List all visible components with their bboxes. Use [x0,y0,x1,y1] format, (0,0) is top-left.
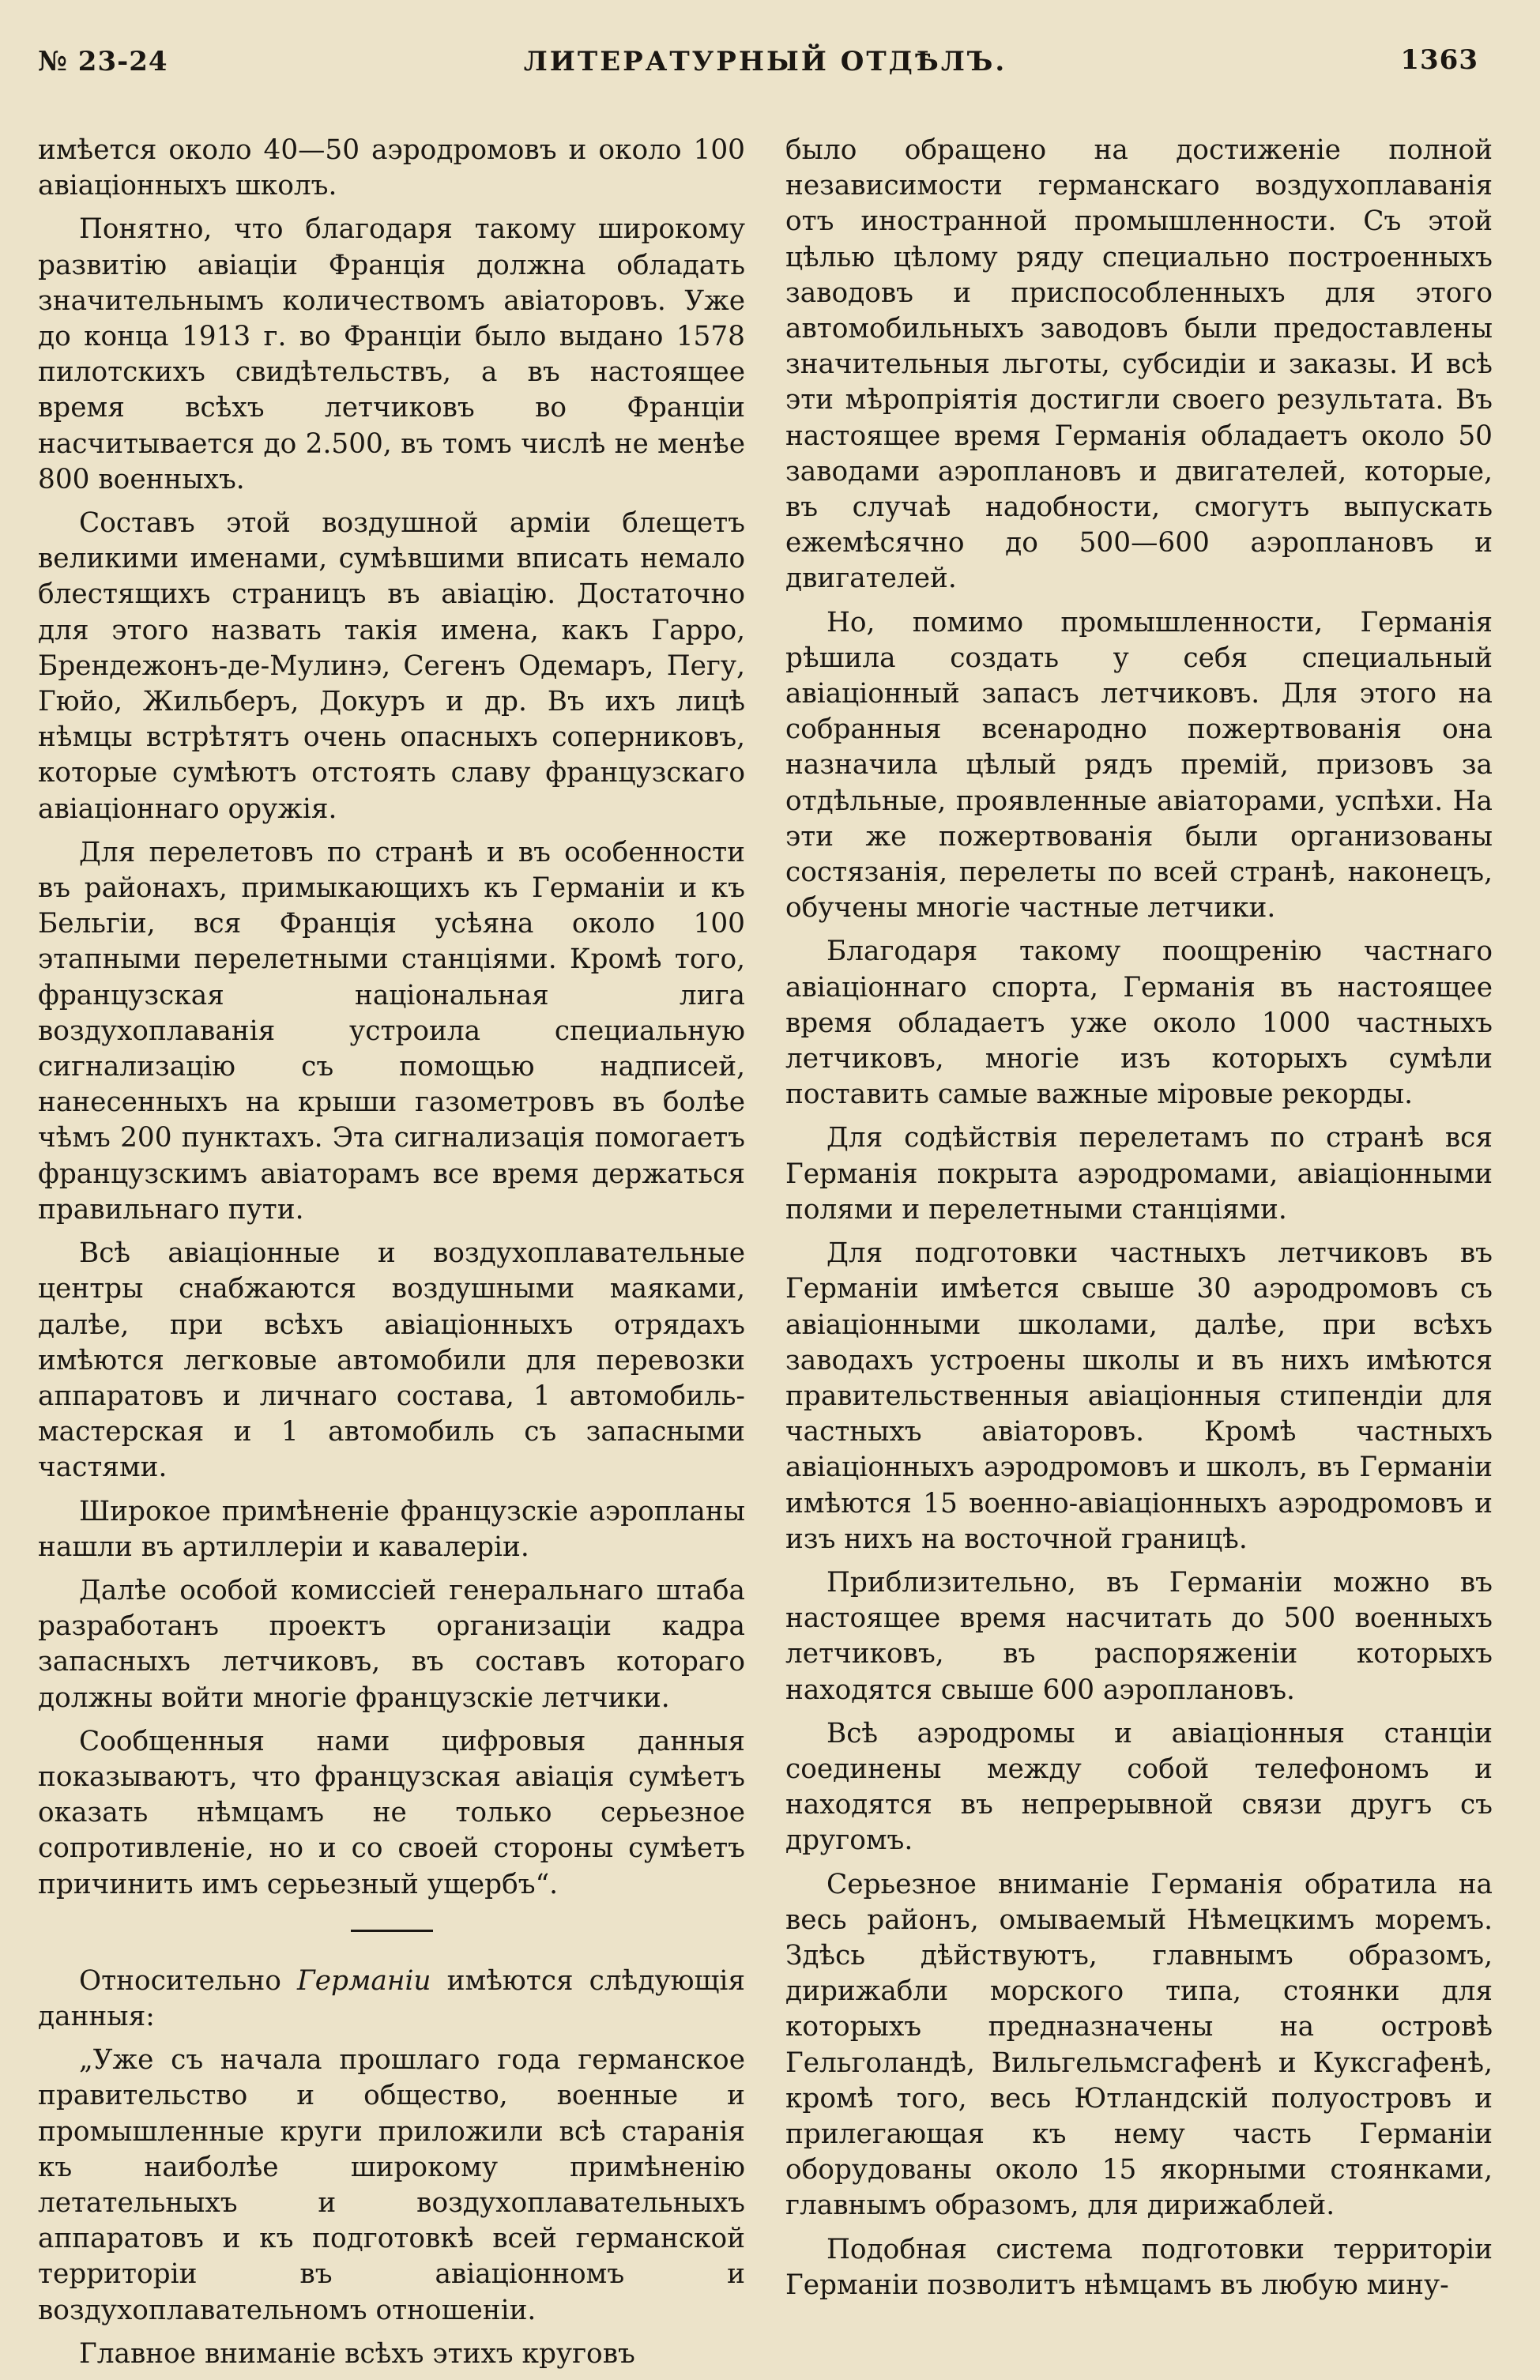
paragraph: Благодаря такому поощренію частнаго авіаціоннаго спорта, Германія въ настоящее время обладаетъ уже около 1000 частныхъ летчиковъ, многіе изъ которыхъ сумѣли поставить самые важные міровые рекорды. [785,936,1493,1111]
paragraph-germany-intro [38,1964,745,2035]
paragraph: Широкое примѣненіе французскіе аэропланы нашли въ артиллеріи и кавалеріи. [38,1495,745,1563]
left-column [38,133,745,2380]
intro-text-end: имѣются слѣдующія данныя: [38,1964,745,2032]
intro-text: Относительно [79,1964,281,1997]
issue-number: № 23-24 [38,46,168,77]
paragraph: Сообщенныя нами цифровыя данныя показываютъ, что французская авіація сумѣетъ оказать нѣмцамъ не только серьезное сопротивленіе, но и со своей стороны сумѣетъ причинить имъ серьезный ущербъ“. [38,1725,745,1900]
paragraph: Составъ этой воздушной арміи блещетъ великими именами, сумѣвшими вписать немало блестящихъ страницъ въ авіацію. Достаточно для этого назвать такія имена, какъ Гарро, Брендежонъ-де-Мулинэ, Сегенъ Одемаръ, Пегу, Гюйо, Жильберъ, Докуръ и др. Въ ихъ лицѣ нѣмцы встрѣтятъ очень опасныхъ соперниковъ, которые сумѣютъ отстоять славу французскаго авіаціоннаго оружія. [38,507,745,825]
paragraph: Но, помимо промышленности, Германія рѣшила создать у себя специальный авіаціонный запасъ летчиковъ. Для этого на собранныя всенародно пожертвованія она назначила цѣлый рядъ премій, призовъ за отдѣльные, проявленные авіаторами, успѣхи. На эти же пожертвованія были организованы состязанія, перелеты по всей странѣ, наконецъ, обучены многіе частные летчики. [785,606,1493,925]
paragraph: было обращено на достиженіе полной независимости германскаго воздухоплаванія отъ иностранной промышленности. Съ этой цѣлью цѣлому ряду специально построенныхъ заводовъ и приспособленныхъ для этого автомобильныхъ заводовъ были предоставлены значительныя льготы, субсидіи и заказы. И всѣ эти мѣропріятія достигли своего результата. Въ настоящее время Германія обладаетъ около 50 заводами аэроплановъ и двигателей, которые, въ случаѣ надобности, смогутъ выпускать ежемѣсячно до 500—600 аэроплановъ и двигателей. [785,134,1493,595]
section-divider [351,1930,433,1932]
paragraph: имѣется около 40—50 аэродромовъ и около 100 авіаціонныхъ школъ. [38,134,745,202]
text-columns [38,133,1493,2380]
paragraph: Приблизительно, въ Германіи можно въ настоящее время насчитать до 500 военныхъ летчиковъ, въ распоряженіи которыхъ находятся свыше 600 аэроплановъ. [785,1566,1493,1706]
paragraph: Далѣе особой комиссіей генеральнаго штаба разработанъ проектъ организаціи кадра запасныхъ летчиковъ, въ составъ котораго должны войти многіе французскіе летчики. [38,1574,745,1714]
paragraph: Понятно, что благодаря такому широкому развитію авіаціи Франція должна обладать значительнымъ количествомъ авіаторовъ. Уже до конца 1913 г. во Франціи было выдано 1578 пилотскихъ свидѣтельствъ, а въ настоящее время всѣхъ летчиковъ во Франціи насчитывается до 2.500, въ томъ числѣ не менѣе 800 военныхъ. [38,213,745,495]
paragraph: Всѣ аэродромы и авіаціонныя станціи соединены между собой телефономъ и находятся въ непрерывной связи другъ съ другомъ. [785,1717,1493,1857]
paragraph: Всѣ авіаціонные и воздухоплавательные центры снабжаются воздушными маяками, далѣе, при всѣхъ авіаціонныхъ отрядахъ имѣются легковые автомобили для перевозки аппаратовъ и личнаго состава, 1 автомобиль-мастерская и 1 автомобиль съ запасными частями. [38,1237,745,1484]
paragraph: Для подготовки частныхъ летчиковъ въ Германіи имѣется свыше 30 аэродромовъ съ авіаціонными школами, далѣе, при всѣхъ заводахъ устроены школы и въ нихъ имѣются правительственныя авіаціонныя стипендіи для частныхъ авіаторовъ. Кромѣ частныхъ авіаціонныхъ аэродромовъ и школъ, въ Германіи имѣются 15 военно-авіаціонныхъ аэродромовъ и изъ нихъ на восточной границѣ. [785,1237,1493,1555]
paragraph: Подобная система подготовки территоріи Германіи позволитъ нѣмцамъ въ любую мину- [785,2233,1493,2301]
emphasis-germany: Германіи [297,1964,431,1997]
section-title: ЛИТЕРАТУРНЫЙ ОТДѢЛЪ. [523,46,1007,77]
page-number: 1363 [1400,44,1478,76]
paragraph: Для перелетовъ по странѣ и въ особенности въ районахъ, примыкающихъ къ Германіи и къ Бельгіи, вся Франція усѣяна около 100 этапными перелетными станціями. Кромѣ того, французская національная лига воздухоплаванія устроила специальную сигнализацію съ помощью надписей, нанесенныхъ на крыши газометровъ въ болѣе чѣмъ 200 пунктахъ. Эта сигнализація помогаетъ французскимъ авіаторамъ все время держаться правильнаго пути. [38,836,745,1226]
right-column [785,133,1493,2380]
paragraph: Главное вниманіе всѣхъ этихъ круговъ [79,2337,635,2370]
paragraph: „Уже съ начала прошлаго года германское правительство и общество, военные и промышленные круги приложили всѣ старанія къ наиболѣе широкому примѣненію летательныхъ и воздухоплавательныхъ аппаратовъ и къ подготовкѣ всей германской территоріи въ авіаціонномъ и воздухоплавательномъ отношеніи. [38,2044,745,2326]
paragraph: Для содѣйствія перелетамъ по странѣ вся Германія покрыта аэродромами, авіаціонными полями и перелетными станціями. [785,1122,1493,1226]
running-header [38,41,1493,92]
paragraph: Серьезное вниманіе Германія обратила на весь районъ, омываемый Нѣмецкимъ моремъ. Здѣсь дѣйствуютъ, главнымъ образомъ, дирижабли морского типа, стоянки для которыхъ предназначены на островѣ Гельголандѣ, Вильгельмсгафенѣ и Куксгафенѣ, кромѣ того, весь Ютландскій полуостровъ и прилегающая къ нему часть Германіи оборудованы около 15 якорными стоянками, главнымъ образомъ, для дирижаблей. [785,1868,1493,2222]
